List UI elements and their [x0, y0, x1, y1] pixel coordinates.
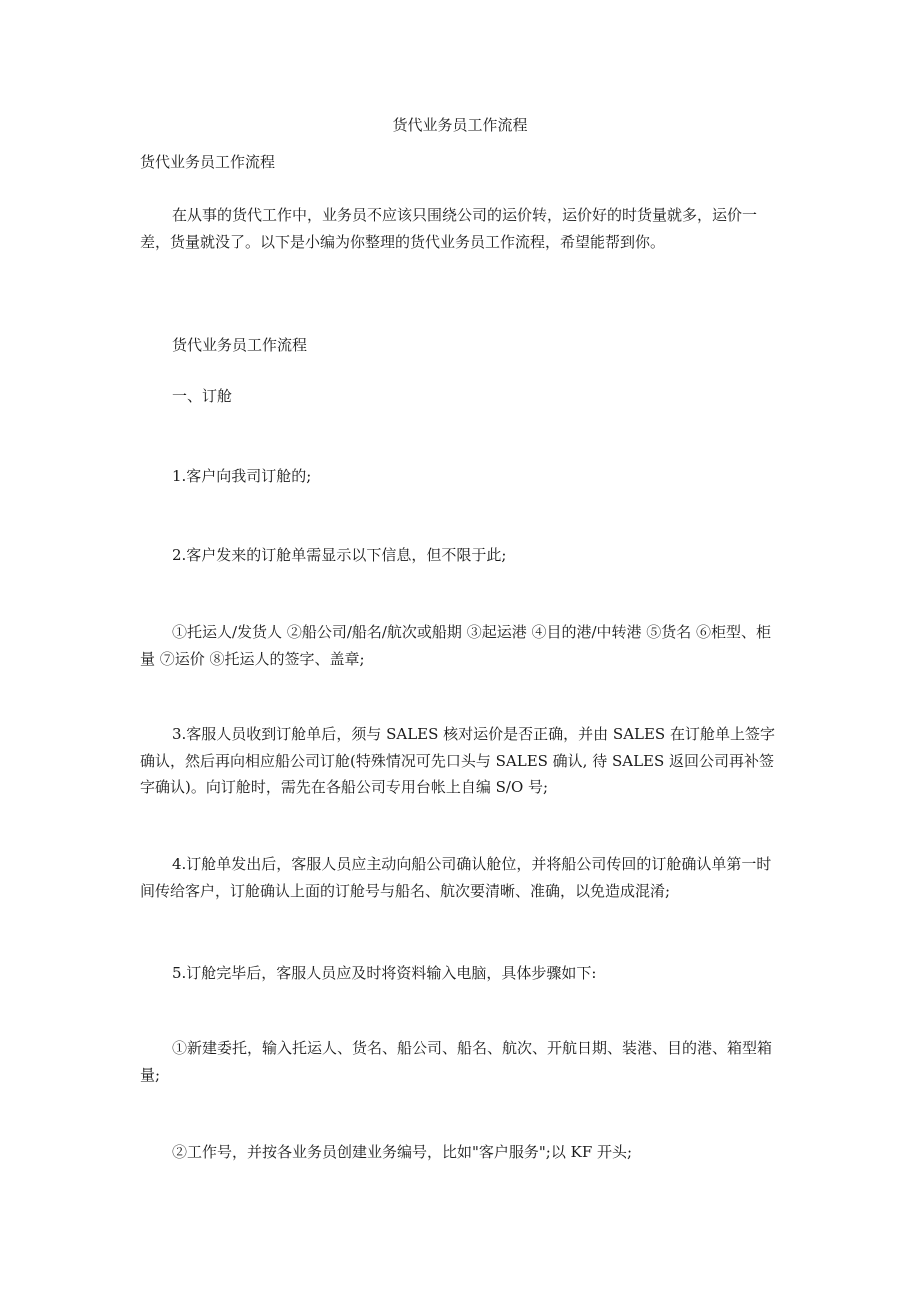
section-heading: 货代业务员工作流程 [172, 336, 308, 354]
list-item: ①新建委托，输入托运人、货名、船公司、船名、航次、开航日期、装港、目的港、箱型箱量; [140, 1039, 773, 1084]
document-title: 货代业务员工作流程 [392, 116, 528, 134]
part-one-heading: 一、订舱 [172, 387, 233, 405]
list-item: ②工作号，并按各业务员创建业务编号，比如"客户服务";以 KF 开头; [172, 1143, 633, 1161]
list-item: 3.客服人员收到订舱单后，须与 SALES 核对运价是否正确，并由 SALES 在订舱单上签字确认，然后再向相应船公司订舱(特殊情况可先口头与 SALES 确认, 待 SALES 返回公司再补签字确认)。向订舱时，需先在各船公司专用台帐上自编 S/O 号; [140, 725, 775, 796]
list-item: 5.订舱完毕后，客服人员应及时将资料输入电脑，具体步骤如下: [172, 964, 597, 982]
list-item: 2.客户发来的订舱单需显示以下信息，但不限于此; [172, 546, 507, 564]
list-item: 1.客户向我司订舱的; [172, 467, 312, 485]
list-item: 4.订舱单发出后，客服人员应主动向船公司确认舱位，并将船公司传回的订舱确认单第一时间传给客户，订舱确认上面的订舱号与船名、航次要清晰、准确，以免造成混淆; [140, 855, 772, 900]
document-subtitle: 货代业务员工作流程 [140, 153, 276, 171]
intro-paragraph: 在从事的货代工作中，业务员不应该只围绕公司的运价转，运价好的时货量就多，运价一差，货量就没了。以下是小编为你整理的货代业务员工作流程，希望能帮到你。 [140, 206, 758, 251]
list-item: ①托运人/发货人 ②船公司/船名/航次或船期 ③起运港 ④目的港/中转港 ⑤货名 ⑥柜型、柜量 ⑦运价 ⑧托运人的签字、盖章; [140, 623, 772, 668]
